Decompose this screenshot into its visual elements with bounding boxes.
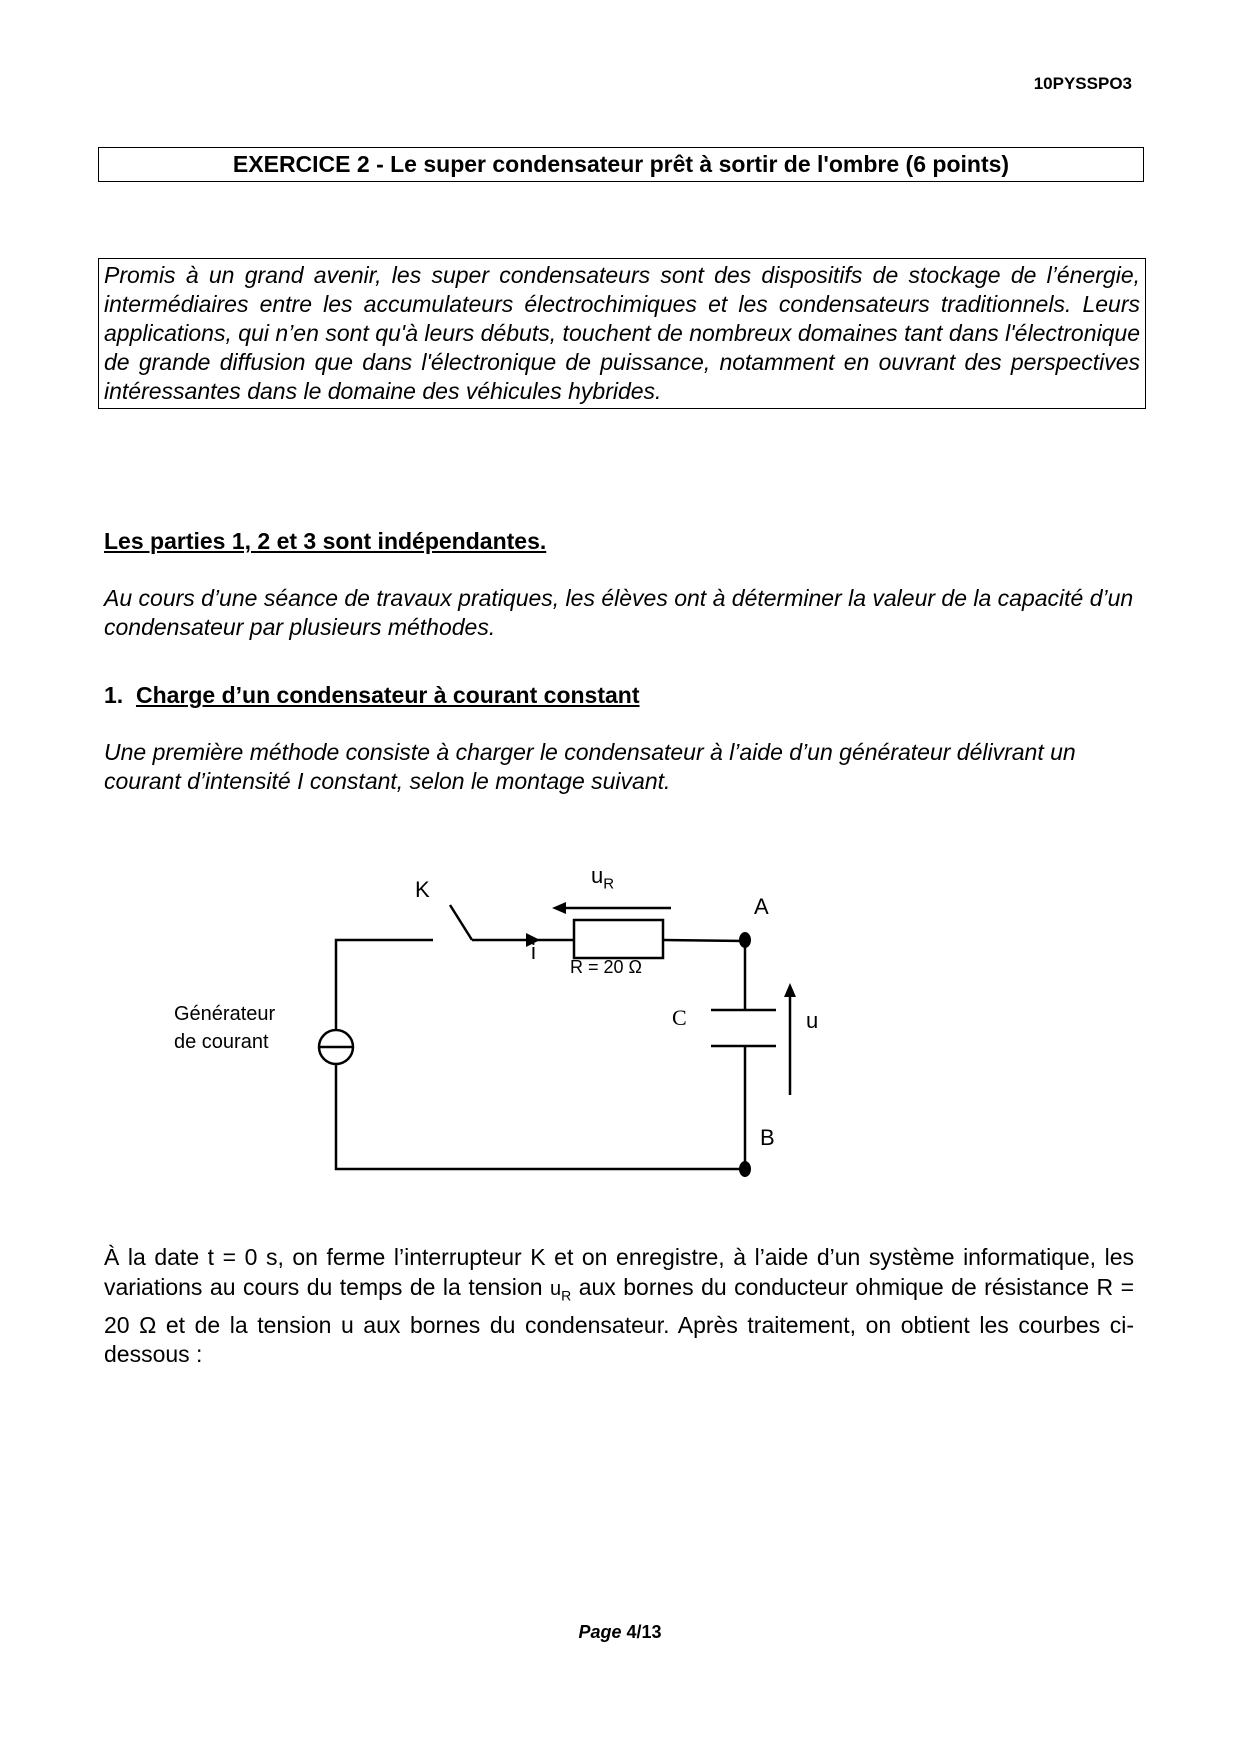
document-reference: 10PYSSPO3 — [1033, 74, 1132, 93]
parts-note: Les parties 1, 2 et 3 sont indépendantes. — [104, 528, 547, 554]
ur-symbol: u — [591, 863, 604, 888]
node-b-label: B — [760, 1125, 775, 1150]
exercise-title: EXERCICE 2 - Le super condensateur prêt à sortir de l'ombre (6 points) — [98, 147, 1144, 182]
page-label: Page — [578, 1622, 622, 1642]
wire-top-left — [336, 940, 433, 1030]
resistor-label: R = 20 Ω — [570, 957, 642, 977]
capacitor-label: C — [672, 1005, 687, 1030]
current-label: i — [531, 939, 536, 964]
voltage-label: u — [806, 1008, 819, 1033]
body-ur-sub: R — [561, 1287, 572, 1304]
resistor — [574, 920, 663, 958]
body-text-1: À la date t = 0 s, on ferme l’interrupteur K et on enregistre, à l’aide d’un système informatique, les variations au cours du temps de la tension — [104, 1244, 1134, 1300]
intro-box: Promis à un grand avenir, les super condensateurs sont des dispositifs de stockage de l’énergie, intermédiaires entre les accumulateurs électrochimiques et les condensateurs traditionnels. Leurs applications, qui n’en sont qu'à leurs débuts, touchent de nombreux domaines tant dans l'électronique de grande diffusion que dans l'électronique de puissance, notamment en ouvrant des perspectives intéressantes dans le domaine des véhicules hybrides. — [98, 258, 1146, 409]
body-ur: u — [549, 1277, 562, 1300]
page-num: 4/13 — [626, 1622, 662, 1642]
section-number: 1. — [104, 682, 124, 708]
ur-subscript: R — [603, 875, 615, 893]
body-text-2: aux bornes du conducteur ohmique de résistance R = 20 Ω et de la tension u aux bornes du condensateur. Après traitement, on obtient les courbes ci-dessous : — [104, 1273, 1134, 1368]
section-title: Charge d’un condensateur à courant constant — [135, 682, 640, 708]
generator-label-line1: Générateur — [174, 1003, 276, 1025]
ur-arrowhead — [552, 902, 566, 914]
wire-bottom — [336, 1046, 745, 1169]
context-paragraph: Au cours d’une séance de travaux pratiques, les élèves ont à déterminer la valeur de la capacité d’un condensateur par plusieurs méthodes. — [104, 585, 1134, 640]
switch-label: K — [415, 877, 430, 902]
body-paragraph — [104, 1243, 1134, 1370]
page-number — [0, 1622, 1240, 1643]
generator-label — [174, 1000, 275, 1056]
node-a-label: A — [754, 894, 769, 919]
node-b-dot — [739, 1161, 751, 1177]
method-paragraph: Une première méthode consiste à charger le condensateur à l’aide d’un générateur délivrant un courant d’intensité I constant, selon le montage suivant. — [104, 739, 1076, 794]
ur-label — [591, 863, 614, 892]
wire-to-a — [663, 940, 745, 1010]
switch-k — [450, 905, 472, 940]
generator-label-line2: de courant — [174, 1031, 269, 1053]
u-arrowhead — [784, 983, 796, 997]
node-a-dot — [739, 932, 751, 948]
